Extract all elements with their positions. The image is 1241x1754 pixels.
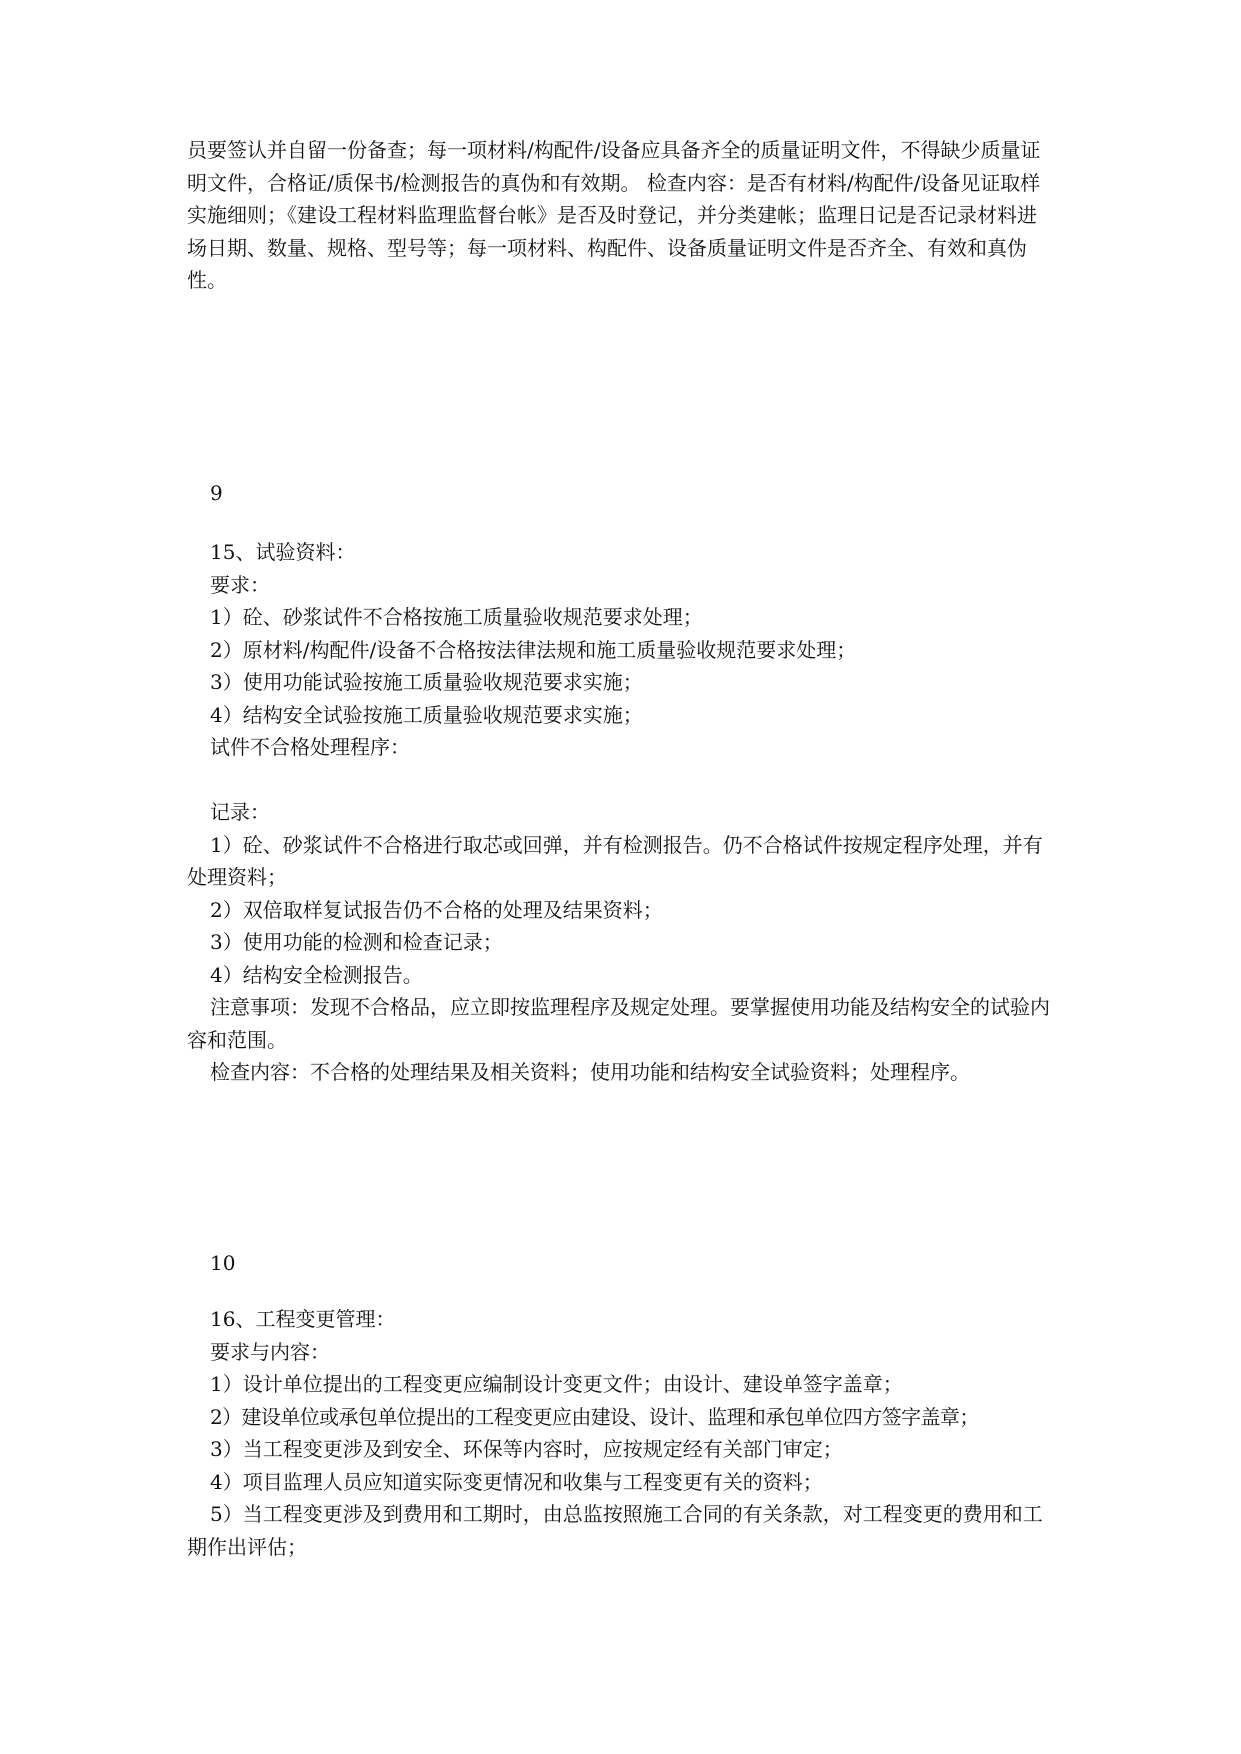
requirement-item: 3）使用功能试验按施工质量验收规范要求实施；: [210, 670, 643, 694]
change-item: 3）当工程变更涉及到安全、环保等内容时，应按规定经有关部门审定；: [210, 1437, 843, 1461]
page-number-9: 9: [210, 481, 223, 505]
check-paragraph: 检查内容：不合格的处理结果及相关资料；使用功能和结构安全试验资料；处理程序。: [210, 1060, 970, 1084]
section-16-requirements-label: 要求与内容：: [210, 1339, 330, 1364]
record-item: 2）双倍取样复试报告仍不合格的处理及结果资料；: [210, 897, 663, 922]
change-item: 2）建设单位或承包单位提出的工程变更应由建设、设计、监理和承包单位四方签字盖章；: [210, 1404, 979, 1429]
change-item: 5）当工程变更涉及到费用和工期时，由总监按照施工合同的有关条款，对工程变更的费用和工期作出评估；: [187, 1502, 1043, 1559]
change-item: 1）设计单位提出的工程变更应编制设计变更文件；由设计、建设单签字盖章；: [210, 1372, 903, 1396]
page-number-10: 10: [210, 1251, 236, 1275]
section-15-requirements-label: 要求：: [210, 572, 270, 597]
continuation-paragraph: 员要签认并自留一份备查；每一项材料/构配件/设备应具备齐全的质量证明文件，不得缺少质量证明文件，合格证/质保书/检测报告的真伪和有效期。 检查内容：是否有材料/构配件/设备见证取样实施细则；《建设工程材料监理监督台帐》是否及时登记，并分类建帐；监理日记是否记录材料进场日期、数量、规格、型号等；每一项材料、构配件、设备质量证明文件是否齐全、有效和真伪性。: [187, 138, 1041, 292]
section-16: [187, 1303, 1052, 1563]
record-item: 4）结构安全检测报告。: [210, 962, 423, 987]
record-item: 3）使用功能的检测和检查记录；: [210, 930, 503, 954]
requirement-item: 2）原材料/构配件/设备不合格按法律法规和施工质量验收规范要求处理；: [210, 637, 857, 662]
procedure-label: 试件不合格处理程序：: [210, 735, 410, 759]
section-15-heading: 15、试验资料：: [210, 540, 356, 564]
notes-paragraph: 注意事项：发现不合格品，应立即按监理程序及规定处理。要掌握使用功能及结构安全的试验内容和范围。: [187, 995, 1050, 1052]
blank-line: [187, 764, 1052, 797]
section-15: [187, 536, 1052, 1089]
section-16-heading: 16、工程变更管理：: [210, 1307, 396, 1331]
change-item: 4）项目监理人员应知道实际变更情况和收集与工程变更有关的资料；: [210, 1469, 823, 1494]
requirement-item: 4）结构安全试验按施工质量验收规范要求实施；: [210, 702, 643, 727]
requirement-item: 1）砼、砂浆试件不合格按施工质量验收规范要求处理；: [210, 605, 703, 629]
continuation-block: [187, 134, 1052, 297]
record-item: 1）砼、砂浆试件不合格进行取芯或回弹，并有检测报告。仍不合格试件按规定程序处理，并有处理资料；: [187, 832, 1043, 889]
record-label: 记录：: [210, 800, 270, 824]
